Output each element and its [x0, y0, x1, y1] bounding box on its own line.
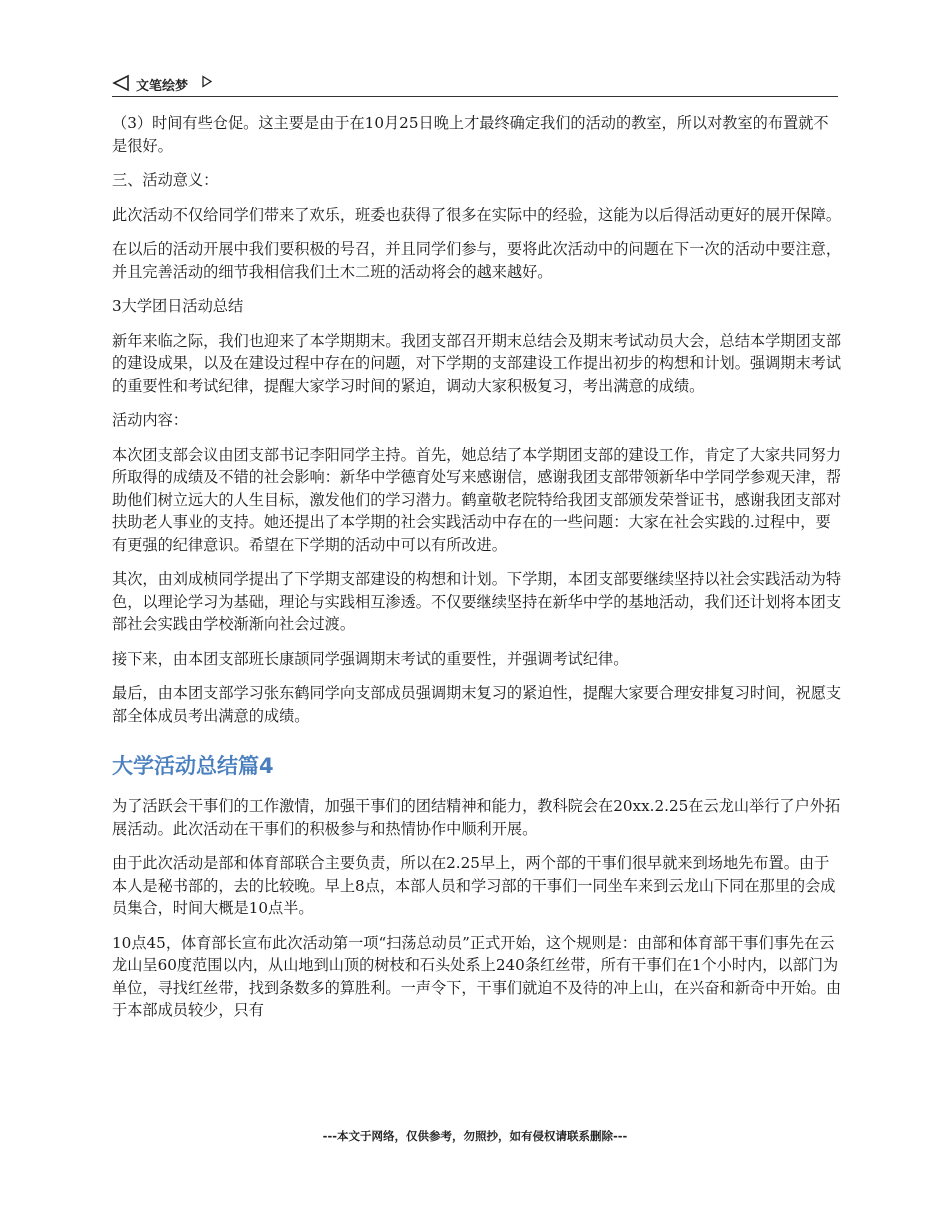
paragraph: 新年来临之际，我们也迎来了本学期期末。我团支部召开期末总结会及期末考试动员大会，总结本学期团支部的建设成果，以及在建设过程中存在的问题，对下学期的支部建设工作提出初步的构想和计划。强调期末考试的重要性和考试纪律，提醒大家学习时间的紧迫，调动大家积极复习，考出满意的成绩。 — [112, 331, 841, 395]
paragraph: （3）时间有些仓促。这主要是由于在10月25日晚上才最终确定我们的活动的教室，所以对教室的布置就不是很好。 — [112, 114, 829, 155]
paragraph: 最后，由本团支部学习张东鹤同学向支部成员强调期末复习的紧迫性，提醒大家要合理安排复习时间，祝愿支部全体成员考出满意的成绩。 — [112, 684, 841, 725]
header-divider — [112, 96, 838, 97]
paragraph: 在以后的活动开展中我们要积极的号召，并且同学们参与，要将此次活动中的问题在下一次的活动中要注意，并且完善活动的细节我相信我们土木二班的活动将会的越来越好。 — [112, 240, 841, 281]
triangle-right-outline-icon — [201, 75, 213, 88]
paragraph: 活动内容： — [112, 411, 188, 429]
page-header — [112, 72, 838, 96]
paragraph: 为了活跃会干事们的工作激情，加强干事们的团结精神和能力，教科院会在20xx.2.25在云龙山举行了户外拓展活动。此次活动在干事们的积极参与和热情协作中顺利开展。 — [112, 797, 841, 838]
paragraph: 由于此次活动是部和体育部联合主要负责，所以在2.25早上，两个部的干事们很早就来到场地先布置。由于本人是秘书部的，去的比较晚。早上8点，本部人员和学习部的干事们一同坐车来到云龙山下同在那里的会成员集合，时间大概是10点半。 — [112, 854, 836, 917]
paragraph: 10点45，体育部长宣布此次活动第一项“扫荡总动员”正式开始，这个规则是：由部和体育部干事们事先在云龙山呈60度范围以内，从山地到山顶的树枝和石头处系上240条红丝带，所有干事们在1个小时内，以部门为单位，寻找红丝带，找到条数多的算胜利。一声令下，干事们就迫不及待的冲上山，在兴奋和新奇中开始。由于本部成员较少，只有 — [112, 933, 841, 1019]
paragraph: 本次团支部会议由团支部书记李阳同学主持。首先，她总结了本学期团支部的建设工作，肯定了大家共同努力所取得的成绩及不错的社会影响：新华中学德育处写来感谢信，感谢我团支部带领新华中学同学参观天津，帮助他们树立远大的人生目标，激发他们的学习潜力。鹤童敬老院特给我团支部颁发荣誉证书，感谢我团支部对扶助老人事业的支持。她还提出了本学期的社会实践活动中存在的一些问题：大家在社会实践的.过程中，要有更强的纪律意识。希望在下学期的活动中可以有所改进。 — [112, 445, 841, 554]
paragraph: 3大学团日活动总结 — [112, 297, 244, 315]
header-brand: 文笔绘梦 — [136, 79, 189, 94]
paragraph: 其次，由刘成桢同学提出了下学期支部建设的构想和计划。下学期，本团支部要继续坚持以社会实践活动为特色，以理论学习为基础，理论与实践相互渗透。不仅要继续坚持在新华中学的基地活动，我们还计划将本团支部社会实践由学校渐渐向社会过渡。 — [112, 570, 841, 633]
triangle-left-outline-icon — [112, 74, 130, 92]
section-heading: 大学活动总结篇4 — [112, 754, 274, 778]
document-body — [112, 112, 842, 1034]
paragraph: 此次活动不仅给同学们带来了欢乐，班委也获得了很多在实际中的经验，这能为以后得活动更好的展开保障。 — [112, 205, 841, 224]
page-footer: ---本文于网络，仅供参考，勿照抄，如有侵权请联系删除--- — [322, 1129, 628, 1143]
paragraph: 三、活动意义： — [112, 171, 219, 189]
paragraph: 接下来，由本团支部班长康颉同学强调期末考试的重要性，并强调考试纪律。 — [112, 649, 629, 668]
